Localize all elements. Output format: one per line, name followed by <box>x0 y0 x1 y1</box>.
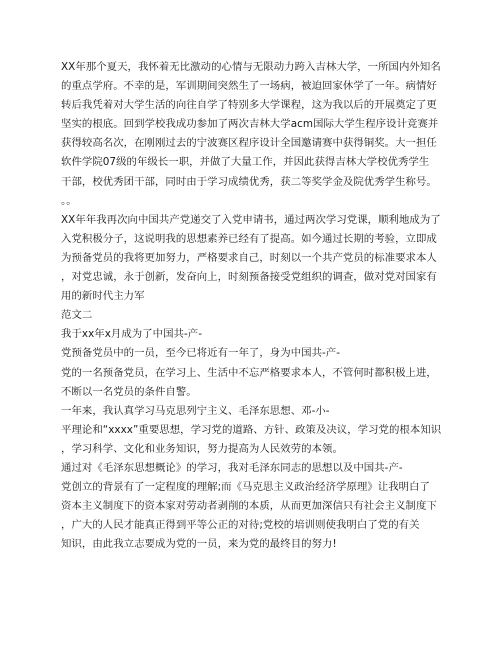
text-line: 一年来，我认真学习马克思列宁主义、毛泽东思想、邓-小- <box>61 404 330 417</box>
text-line: XX年那个夏天，我怀着无比激动的心情与无限动力跨入吉林大学，一所国内外知名 <box>61 61 441 73</box>
text-line: 我于xx年x月成为了中国共-产- <box>61 328 203 341</box>
text-line: 范文二 <box>61 309 93 322</box>
text-line: 获得较高名次，在刚刚过去的宁波赛区程序设计全国邀请赛中获得铜奖。大一担任 <box>61 137 437 150</box>
text-line: 入党积极分子，这说明我的思想素养已经有了提高。如今通过长期的考验，立即成 <box>61 232 437 245</box>
text-line: 党预备党员中的一员，至今已将近有一年了，身为中国共-产- <box>61 347 341 360</box>
document-body <box>61 58 446 554</box>
text-line: 不断以一名党员的条件自警。 <box>61 385 197 398</box>
text-line: 党的一名预备党员，在学习上、生活中不忘严格要求本人，不管何时都积极上进， <box>61 366 437 379</box>
text-line: 平理论和“xxxx”重要思想，学习党的道路、方针、政策及决议，学习党的根本知识 <box>61 423 442 436</box>
text-line: ，学习科学、文化和业务知识，努力提高为人民效劳的本领。 <box>61 442 343 455</box>
text-line: 转后我凭着对大学生活的向往自学了特别多大学课程，这为我以后的开展奠定了更 <box>61 99 437 112</box>
text-line: 通过对《毛泽东思想概论》的学习，我对毛泽东同志的思想以及中国共-产- <box>61 461 403 474</box>
text-line: ，对党忠诚，永于创新，发奋向上，时刻预备接受党组织的调查，做对党对国家有 <box>61 271 437 284</box>
text-line: 软件学院07级的年级长一职，并做了大量工作，并因此获得吉林大学校优秀学生 <box>61 156 430 169</box>
text-line: 坚实的根底。回到学校我成功参加了两次吉林大学acm国际大学生程序设计竞赛并 <box>61 118 439 131</box>
text-line: 的重点学府。不幸的是，军训期间突然生了一场病，被迫回家休学了一年。病情好 <box>61 80 437 93</box>
text-line: XX年年我再次向中国共产党递交了入党申请书，通过两次学习党课，顺利地成为了 <box>61 213 441 226</box>
text-line: 知识，由此我立志要成为党的一员，来为党的最终目的努力! <box>61 538 337 551</box>
text-line: 干部，校优秀团干部，同时由于学习成绩优秀，获二等奖学金及院优秀学生称号。 <box>61 175 437 188</box>
text-line: 。。 <box>61 194 77 207</box>
text-line: 用的新时代主力军 <box>61 290 145 303</box>
text-line: ，广大的人民才能真正得到平等公正的对待;党校的培训则使我明白了党的有关 <box>61 519 420 532</box>
text-line: 资本主义制度下的资本家对劳动者剥削的本质，从而更加深信只有社会主义制度下 <box>61 500 437 513</box>
text-line: 为预备党员的我将更加努力，严格要求自己，时刻以一个共产党员的标准要求本人 <box>61 251 437 264</box>
text-line: 党创立的背景有了一定程度的理解;而《马克思主义政治经济学原理》让我明白了 <box>61 481 430 494</box>
